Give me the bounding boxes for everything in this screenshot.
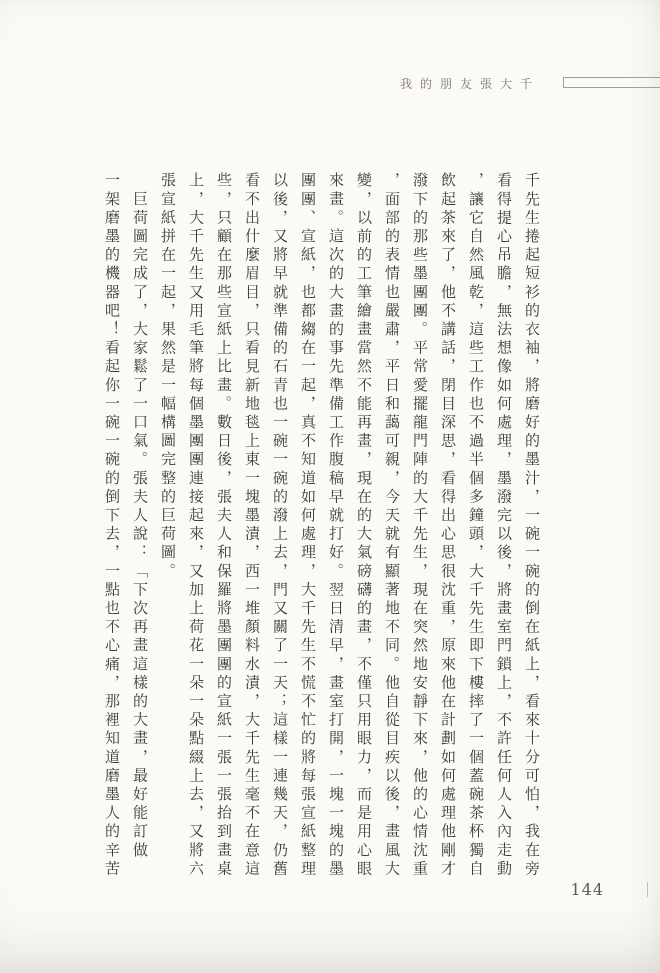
text-column: 看得提心吊膽，無法想像如何處理，墨潑完以後，將畫室門鎖上，不許任何人入內走動 bbox=[495, 172, 513, 879]
text-column: 上，大千先生又用毛筆將每個墨團團連接起來，又加上荷花一朵一朵點綴上去，又將六 bbox=[187, 172, 205, 879]
text-column: ，面部的表情也嚴肅，平日和藹可親，今天就有顯著地不同。他自從目疾以後，畫風大 bbox=[383, 172, 401, 879]
running-head-rule-box bbox=[563, 77, 660, 88]
page-body-text bbox=[98, 172, 546, 890]
text-column: 巨荷圖完成了，大家鬆了一口氣。張夫人說：「下次再畫這樣的大畫，最好能訂做 bbox=[131, 172, 149, 861]
text-column: 飲起茶來了，他不講話，閉目深思，看得出心思很沈重，原來他在計劃如何處理他剛才 bbox=[439, 172, 457, 879]
text-column: 團團、宣紙，也都縐在一起，真不知道如何處理，大千先生不慌不忙的將每張宣紙整理 bbox=[299, 172, 317, 879]
text-column: 看不出什麼眉目，只看見新地毯上東一塊墨漬，西一堆顏料水漬，大千先生毫不在意這 bbox=[243, 172, 261, 879]
text-column: 些，只顧在那些宣紙上比畫。數日後，張夫人和保羅將墨團團的宣紙一張一張抬到畫桌 bbox=[215, 172, 233, 879]
text-column: 來畫。這次的大畫的事先準備工作腹稿早就打好。翌日清早，畫室打開，一塊一塊的墨 bbox=[327, 172, 345, 879]
text-column: 潑下的那些墨團團。平常愛擺龍門陣的大千先生，現在突然地安靜下來，他的心情沈重 bbox=[411, 172, 429, 879]
page-number: 144 bbox=[570, 880, 604, 899]
running-head-title: 我的朋友張大千 bbox=[399, 77, 540, 91]
text-column: 千先生捲起短衫的衣袖，將磨好的墨汁，一碗一碗的倒在紙上，看來十分可怕，我在旁 bbox=[523, 172, 541, 879]
text-column: 張宣紙拼在一起，果然是一幅構圖完整的巨荷圖。 bbox=[159, 172, 177, 582]
folio-rule bbox=[647, 882, 648, 897]
text-column: 以後，又將早就準備的石青也一碗一碗的潑上去，門又關了一天；這樣一連幾天，仍舊 bbox=[271, 172, 289, 879]
text-column: ，讓它自然風乾，這些工作也不過半個多鐘頭，大千先生即下樓摔了一個蓋碗茶杯獨自 bbox=[467, 172, 485, 879]
text-column: 變，以前的工筆繪畫當然不能再畫，現在的大氣磅礴的畫，不僅只用眼力，而是用心眼 bbox=[355, 172, 373, 879]
text-column: 一架磨墨的機器吧！看起你一碗一碗的倒下去，一點也不心痛，那裡知道磨墨人的辛苦 bbox=[103, 172, 121, 879]
